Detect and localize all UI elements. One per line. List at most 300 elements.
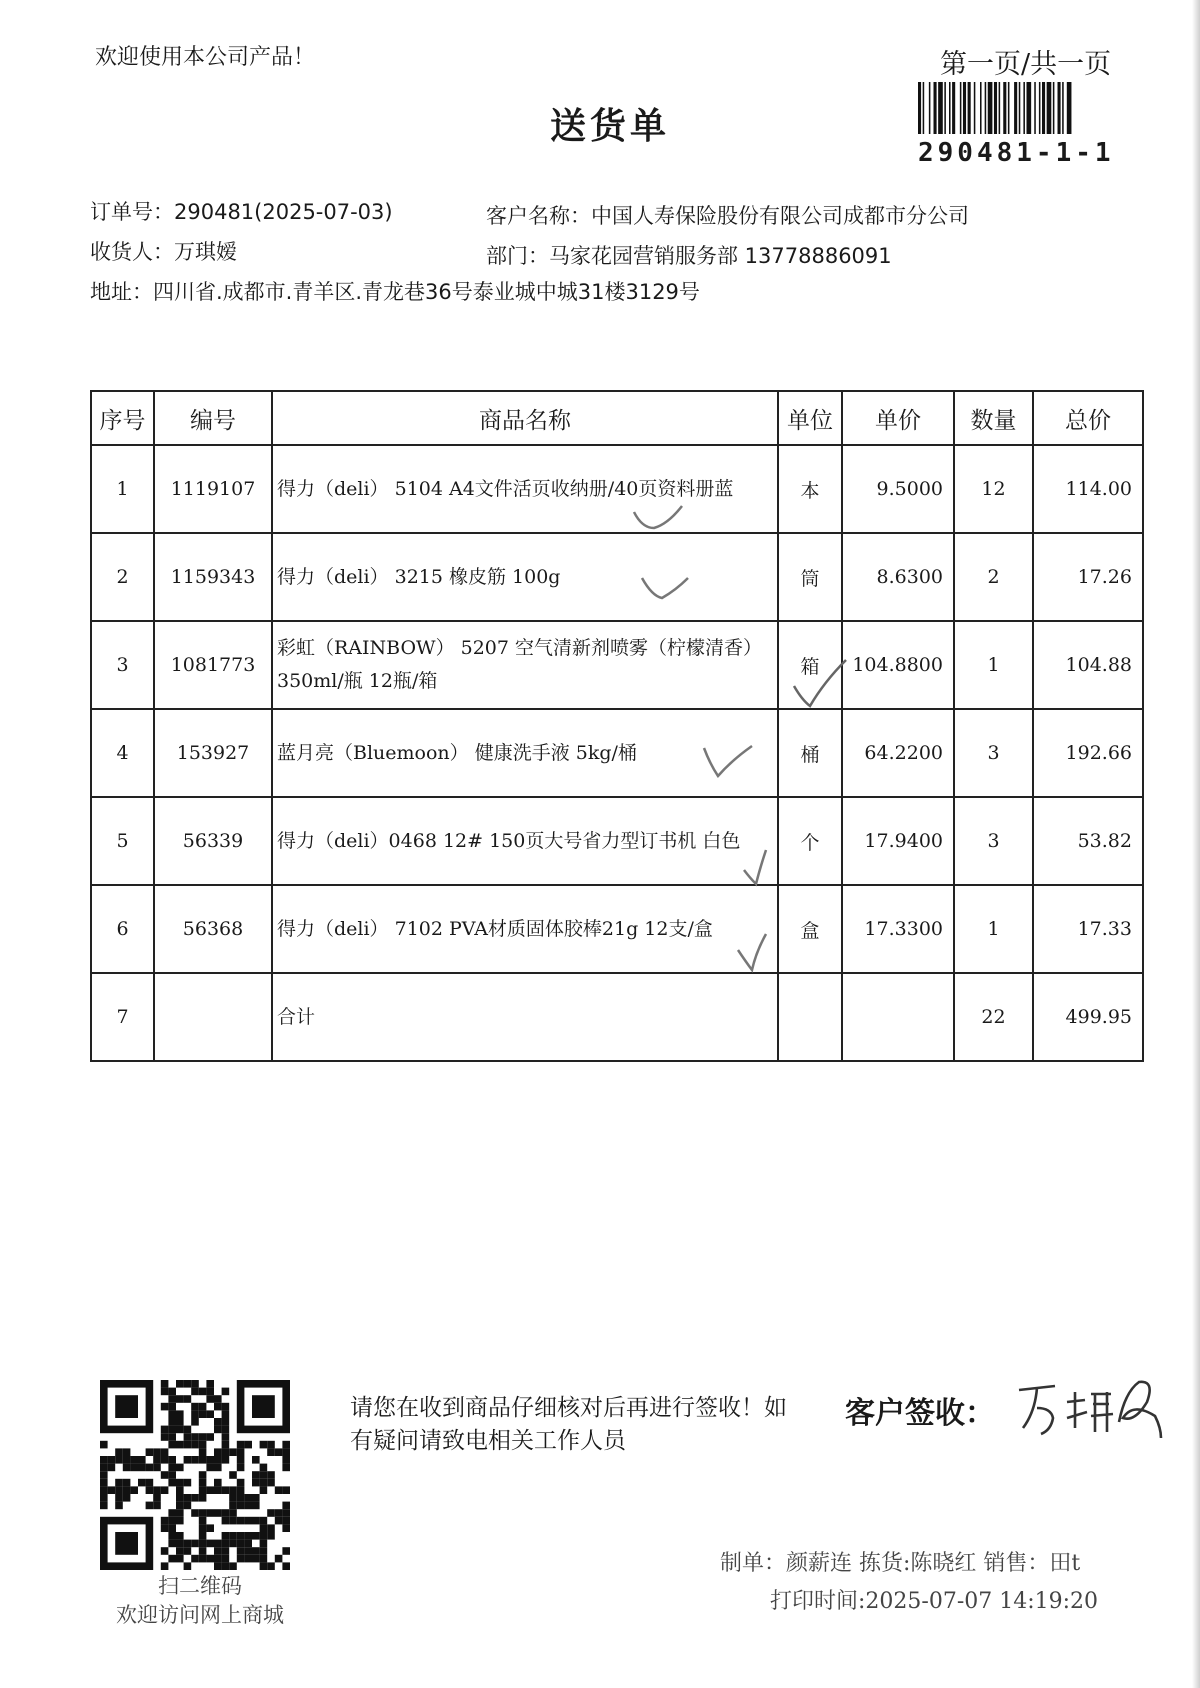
qr-module (138, 1456, 146, 1464)
qr-module (244, 1517, 252, 1525)
qr-module (199, 1540, 207, 1548)
qr-module (260, 1547, 268, 1555)
qr-module (191, 1540, 199, 1548)
qr-caption (95, 1572, 305, 1630)
qr-module (260, 1524, 268, 1532)
barcode-bar (988, 82, 993, 134)
qr-module (282, 1517, 290, 1525)
qr-module (206, 1410, 214, 1418)
qr-module (176, 1410, 184, 1418)
qr-module (214, 1403, 222, 1411)
qr-module (161, 1426, 169, 1434)
cell-total: 17.33 (1033, 885, 1143, 973)
handwritten-signature (1015, 1372, 1165, 1442)
qr-module (252, 1471, 260, 1479)
table-header-row (91, 391, 1143, 445)
cell-product-name: 得力（deli） 5104 A4文件活页收纳册/40页资料册蓝 (272, 445, 778, 533)
qr-module (123, 1464, 131, 1472)
cell-product-name: 得力（deli） 7102 PVA材质固体胶棒21g 12支/盒 (272, 885, 778, 973)
qr-module (267, 1471, 275, 1479)
qr-module (161, 1562, 169, 1570)
qr-module (108, 1456, 116, 1464)
qr-module (199, 1532, 207, 1540)
cell-product-name: 得力（deli）0468 12# 150页大号省力型订书机 白色 (272, 797, 778, 885)
qr-module (252, 1479, 260, 1487)
qr-code-image (100, 1380, 290, 1570)
qr-module (229, 1517, 237, 1525)
barcode-image (918, 82, 1128, 134)
qr-module (252, 1517, 260, 1525)
cell-unit: 盒 (778, 885, 842, 973)
cell-code (154, 973, 272, 1061)
qr-module (184, 1456, 192, 1464)
barcode-bar (985, 82, 987, 134)
cell-total: 192.66 (1033, 709, 1143, 797)
qr-module (214, 1509, 222, 1517)
qr-module (176, 1464, 184, 1472)
qr-module (199, 1509, 207, 1517)
qr-module (237, 1502, 245, 1510)
qr-module (168, 1509, 176, 1517)
cell-unit: 桶 (778, 709, 842, 797)
qr-module (146, 1486, 154, 1494)
qr-module (176, 1441, 184, 1449)
qr-module (100, 1441, 108, 1449)
qr-module (222, 1433, 230, 1441)
qr-module (168, 1517, 176, 1525)
cell-code: 1119107 (154, 445, 272, 533)
qr-module (214, 1426, 222, 1434)
qr-module (260, 1479, 268, 1487)
qr-module (191, 1441, 199, 1449)
qr-module (191, 1410, 199, 1418)
qr-module (176, 1395, 184, 1403)
cell-unit: 个 (778, 797, 842, 885)
barcode-bar (923, 82, 925, 134)
qr-module (184, 1479, 192, 1487)
checkmark-icon (742, 848, 770, 888)
department: 部门：马家花园营销服务部 13778886091 (486, 244, 892, 268)
qr-module (222, 1456, 230, 1464)
cell-product-name: 彩虹（RAINBOW） 5207 空气清新剂喷雾（柠檬清香）350ml/瓶 12瓶/箱 (272, 621, 778, 709)
qr-module (176, 1418, 184, 1426)
qr-module (130, 1464, 138, 1472)
qr-module (123, 1479, 131, 1487)
qr-module (176, 1547, 184, 1555)
barcode-bar (1019, 82, 1021, 134)
qr-caption-line-1: 扫二维码 (158, 1574, 242, 1598)
qr-module (168, 1464, 176, 1472)
qr-module (267, 1479, 275, 1487)
col-header-total: 总价 (1033, 391, 1143, 445)
qr-module (222, 1388, 230, 1396)
qr-module (115, 1395, 138, 1418)
qr-module (244, 1540, 252, 1548)
receiver-name: 收货人：万琪嫒 (90, 240, 237, 264)
cell-total: 104.88 (1033, 621, 1143, 709)
qr-module (214, 1555, 222, 1563)
qr-module (229, 1494, 237, 1502)
barcode-bar (949, 82, 951, 134)
qr-module (252, 1555, 260, 1563)
page-indicator: 第一页/共一页 (940, 49, 1112, 80)
barcode-bar (1023, 82, 1025, 134)
qr-module (229, 1532, 237, 1540)
qr-module (282, 1502, 290, 1510)
qr-module (199, 1555, 207, 1563)
qr-module (153, 1448, 161, 1456)
qr-module (100, 1502, 108, 1510)
qr-module (252, 1494, 260, 1502)
qr-module (222, 1540, 230, 1548)
qr-module (168, 1410, 176, 1418)
checkmark-icon (736, 932, 770, 974)
qr-module (222, 1532, 230, 1540)
qr-module (267, 1524, 275, 1532)
qr-module (115, 1532, 138, 1555)
qr-module (206, 1540, 214, 1548)
barcode-bar (938, 82, 943, 134)
qr-module (168, 1540, 176, 1548)
qr-module (184, 1494, 192, 1502)
barcode-bar (968, 82, 971, 134)
qr-module (237, 1547, 245, 1555)
qr-module (130, 1486, 138, 1494)
qr-module (115, 1486, 123, 1494)
qr-module (161, 1517, 169, 1525)
barcode-bar (934, 82, 937, 134)
qr-module (275, 1486, 283, 1494)
qr-module (222, 1403, 230, 1411)
barcode-bar (960, 82, 962, 134)
qr-module (222, 1441, 230, 1449)
qr-module (267, 1441, 275, 1449)
cell-unit-price: 8.6300 (842, 533, 954, 621)
qr-module (146, 1479, 154, 1487)
barcode-bar (1014, 82, 1017, 134)
qr-module (282, 1562, 290, 1570)
qr-module (199, 1479, 207, 1487)
qr-module (229, 1502, 237, 1510)
barcode-bar (1003, 82, 1006, 134)
cell-index: 4 (91, 709, 154, 797)
qr-module (146, 1448, 154, 1456)
cell-unit-price (842, 973, 954, 1061)
table-row (91, 621, 1143, 709)
qr-module (275, 1448, 283, 1456)
order-number: 订单号：290481(2025-07-03) (90, 200, 393, 224)
qr-module (199, 1486, 207, 1494)
qr-module (237, 1441, 245, 1449)
cell-code: 1081773 (154, 621, 272, 709)
cell-grand-total: 499.95 (1033, 973, 1143, 1061)
qr-module (282, 1486, 290, 1494)
qr-module (176, 1479, 184, 1487)
qr-module (214, 1395, 222, 1403)
qr-module (252, 1395, 275, 1418)
qr-module (191, 1418, 199, 1426)
barcode-bar (1039, 82, 1041, 134)
qr-module (184, 1547, 192, 1555)
qr-module (199, 1433, 207, 1441)
qr-module (214, 1547, 222, 1555)
qr-module (191, 1456, 199, 1464)
cell-unit-price: 17.3300 (842, 885, 954, 973)
cell-total: 53.82 (1033, 797, 1143, 885)
qr-module (282, 1448, 290, 1456)
qr-module (244, 1494, 252, 1502)
col-header-quantity: 数量 (954, 391, 1033, 445)
checkmark-icon (790, 656, 850, 712)
qr-module (206, 1456, 214, 1464)
qr-module (252, 1532, 260, 1540)
barcode-bar (952, 82, 955, 134)
qr-module (153, 1494, 161, 1502)
qr-module (237, 1540, 245, 1548)
qr-module (115, 1479, 123, 1487)
qr-module (244, 1502, 252, 1510)
qr-module (161, 1471, 169, 1479)
qr-module (275, 1517, 283, 1525)
qr-module (267, 1509, 275, 1517)
cell-code: 1159343 (154, 533, 272, 621)
qr-module (176, 1517, 184, 1525)
barcode-bar (999, 82, 1001, 134)
qr-module (206, 1380, 214, 1388)
qr-module (206, 1524, 214, 1532)
qr-module (229, 1509, 237, 1517)
qr-module (115, 1448, 123, 1456)
qr-module (161, 1403, 169, 1411)
qr-module (191, 1494, 199, 1502)
cell-code: 56368 (154, 885, 272, 973)
qr-module (206, 1555, 214, 1563)
barcode-bar (1053, 82, 1055, 134)
qr-module (168, 1532, 176, 1540)
qr-module (153, 1502, 161, 1510)
qr-module (161, 1486, 169, 1494)
qr-module (184, 1540, 192, 1548)
cell-unit-price: 104.8800 (842, 621, 954, 709)
qr-module (168, 1403, 176, 1411)
cell-unit: 本 (778, 445, 842, 533)
qr-module (229, 1562, 237, 1570)
qr-module (168, 1433, 176, 1441)
qr-module (199, 1471, 207, 1479)
qr-module (214, 1486, 222, 1494)
qr-module (260, 1555, 268, 1563)
qr-module (275, 1555, 283, 1563)
qr-module (199, 1441, 207, 1449)
customer-name: 客户名称：中国人寿保险股份有限公司成都市分公司 (486, 204, 969, 228)
qr-module (168, 1524, 176, 1532)
qr-module (168, 1555, 176, 1563)
qr-module (168, 1471, 176, 1479)
qr-module (237, 1494, 245, 1502)
qr-module (184, 1562, 192, 1570)
qr-module (260, 1562, 268, 1570)
qr-module (115, 1456, 123, 1464)
qr-module (282, 1509, 290, 1517)
cell-index: 1 (91, 445, 154, 533)
barcode-bar (994, 82, 997, 134)
qr-module (100, 1464, 108, 1472)
barcode-bar (1062, 82, 1064, 134)
cell-quantity: 1 (954, 621, 1033, 709)
qr-module (130, 1456, 138, 1464)
qr-module (260, 1471, 268, 1479)
col-header-product-name: 商品名称 (272, 391, 778, 445)
qr-module (229, 1540, 237, 1548)
qr-module (214, 1540, 222, 1548)
qr-module (222, 1410, 230, 1418)
table-row (91, 709, 1143, 797)
barcode-number: 290481-1-1 (918, 138, 1115, 168)
qr-module (237, 1464, 245, 1472)
barcode-bar (929, 82, 931, 134)
barcode-bar (1008, 82, 1010, 134)
barcode-bar (974, 82, 976, 134)
qr-module (244, 1441, 252, 1449)
qr-module (222, 1509, 230, 1517)
qr-module (214, 1456, 222, 1464)
qr-module (176, 1502, 184, 1510)
qr-module (237, 1448, 245, 1456)
qr-module (214, 1448, 222, 1456)
cell-product-name: 得力（deli） 3215 橡皮筋 100g (272, 533, 778, 621)
qr-module (237, 1532, 245, 1540)
qr-module (222, 1418, 230, 1426)
qr-module (176, 1509, 184, 1517)
qr-module (168, 1456, 176, 1464)
qr-module (153, 1486, 161, 1494)
cell-unit-price: 17.9400 (842, 797, 954, 885)
qr-module (244, 1555, 252, 1563)
qr-module (176, 1426, 184, 1434)
qr-module (153, 1456, 161, 1464)
barcode-bar (918, 82, 921, 134)
barcode-bar (1058, 82, 1061, 134)
qr-module (146, 1502, 154, 1510)
qr-module (206, 1486, 214, 1494)
qr-module (161, 1380, 169, 1388)
qr-module (168, 1418, 176, 1426)
cell-total-quantity: 22 (954, 973, 1033, 1061)
qr-module (168, 1479, 176, 1487)
col-header-unit: 单位 (778, 391, 842, 445)
qr-module (282, 1524, 290, 1532)
barcode-bar (1047, 82, 1052, 134)
qr-module (199, 1410, 207, 1418)
qr-module (237, 1486, 245, 1494)
cell-total-label: 合计 (272, 973, 778, 1061)
qr-module (267, 1448, 275, 1456)
cell-unit: 筒 (778, 533, 842, 621)
qr-module (138, 1479, 146, 1487)
qr-module (184, 1380, 192, 1388)
qr-module (108, 1486, 116, 1494)
qr-module (199, 1547, 207, 1555)
qr-module (161, 1524, 169, 1532)
qr-module (260, 1540, 268, 1548)
qr-module (206, 1395, 214, 1403)
barcode-bar (944, 82, 946, 134)
qr-module (222, 1555, 230, 1563)
qr-module (191, 1433, 199, 1441)
qr-module (222, 1547, 230, 1555)
cell-quantity: 12 (954, 445, 1033, 533)
qr-module (191, 1403, 199, 1411)
qr-module (100, 1494, 108, 1502)
qr-module (252, 1547, 260, 1555)
qr-module (168, 1426, 176, 1434)
qr-module (199, 1448, 207, 1456)
cell-index: 5 (91, 797, 154, 885)
qr-module (222, 1426, 230, 1434)
qr-module (206, 1433, 214, 1441)
barcode-bar (1027, 82, 1032, 134)
qr-module (199, 1456, 207, 1464)
qr-module (222, 1448, 230, 1456)
document-title: 送货单 (550, 106, 671, 147)
qr-module (115, 1502, 123, 1510)
cell-quantity: 2 (954, 533, 1033, 621)
qr-module (123, 1486, 131, 1494)
qr-module (176, 1486, 184, 1494)
qr-module (214, 1464, 222, 1472)
qr-module (222, 1486, 230, 1494)
qr-module (260, 1464, 268, 1472)
checkmark-icon (628, 498, 688, 538)
qr-module (267, 1532, 275, 1540)
cell-total: 114.00 (1033, 445, 1143, 533)
qr-module (176, 1532, 184, 1540)
qr-module (191, 1509, 199, 1517)
qr-module (100, 1486, 108, 1494)
qr-module (161, 1448, 169, 1456)
qr-module (176, 1555, 184, 1563)
qr-module (244, 1532, 252, 1540)
qr-module (191, 1380, 199, 1388)
qr-module (244, 1547, 252, 1555)
qr-module (161, 1547, 169, 1555)
qr-module (206, 1464, 214, 1472)
qr-module (138, 1464, 146, 1472)
barcode-bar (963, 82, 966, 134)
cell-unit: 箱 (778, 621, 842, 709)
qr-module (237, 1555, 245, 1563)
qr-module (199, 1517, 207, 1525)
table-row (91, 797, 1143, 885)
sign-notice: 请您在收到商品仔细核对后再进行签收！如有疑问请致电相关工作人员 (350, 1395, 787, 1454)
qr-module (214, 1562, 222, 1570)
cell-index: 6 (91, 885, 154, 973)
qr-module (184, 1502, 192, 1510)
table-row (91, 533, 1143, 621)
checkmark-icon (638, 570, 694, 606)
qr-module (123, 1456, 131, 1464)
qr-module (282, 1547, 290, 1555)
qr-module (282, 1464, 290, 1472)
qr-module (282, 1441, 290, 1449)
cell-total: 17.26 (1033, 533, 1143, 621)
qr-module (108, 1464, 116, 1472)
table-total-row (91, 973, 1143, 1061)
qr-module (237, 1517, 245, 1525)
barcode-bar (1067, 82, 1072, 134)
qr-module (260, 1441, 268, 1449)
col-header-unit-price: 单价 (842, 391, 954, 445)
